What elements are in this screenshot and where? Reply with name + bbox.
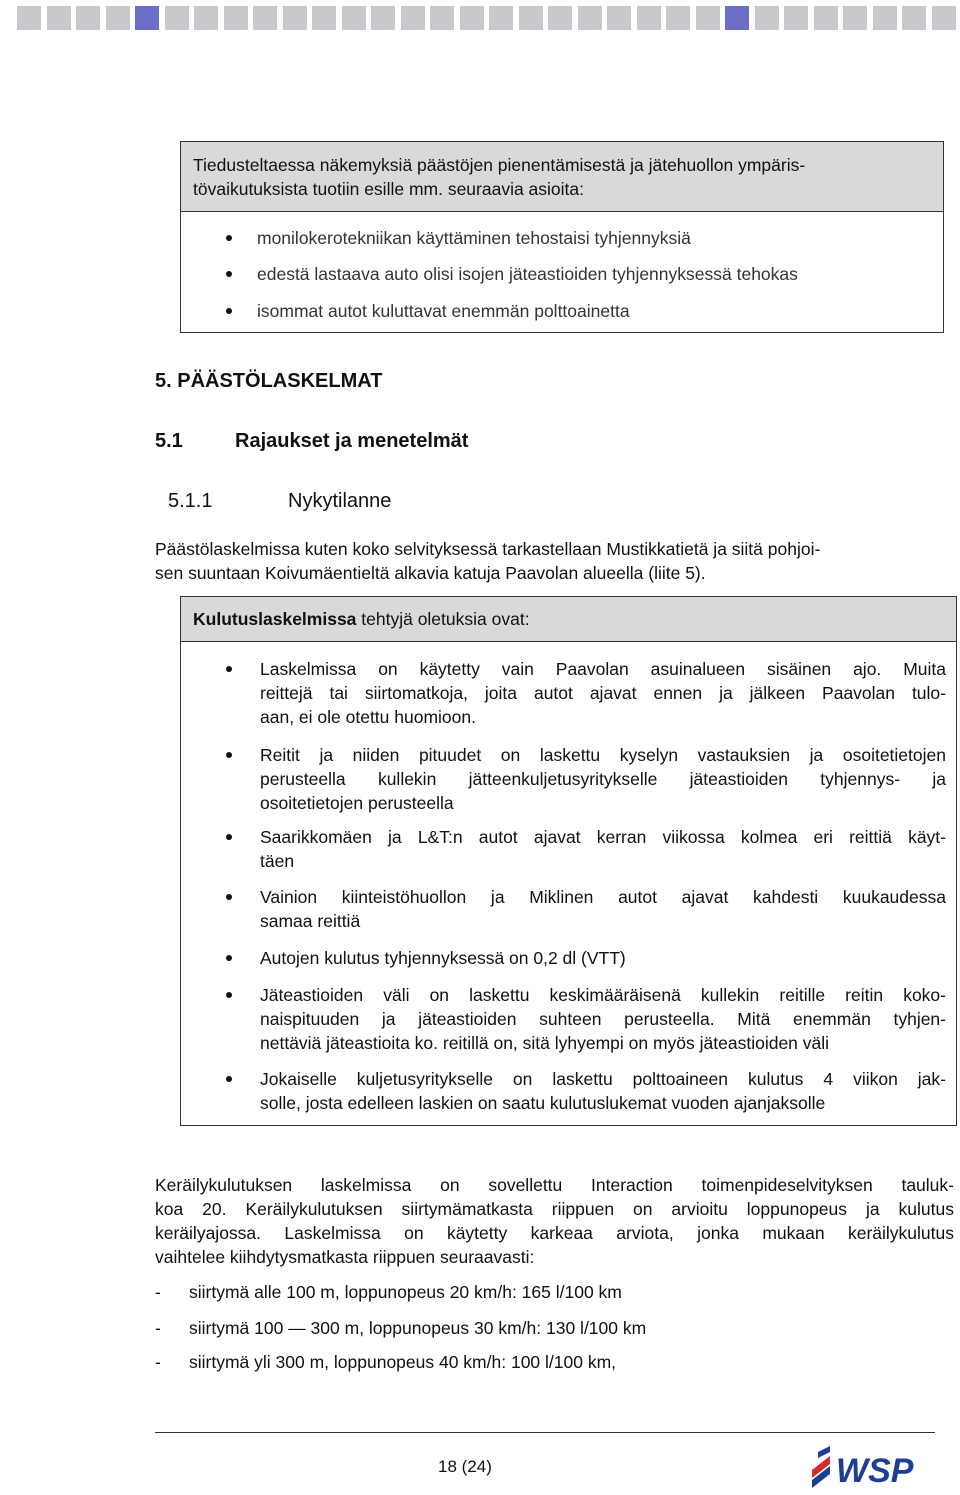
bullet-dot (226, 235, 232, 241)
bullet-line: Reitit ja niiden pituudet on laskettu kyselyn vastauksien ja osoitetietojen (260, 745, 946, 765)
bullet-dot (226, 992, 232, 998)
subsubsection-number: 5.1.1 (168, 490, 213, 512)
header-square (253, 6, 277, 30)
assumptions-header-rest: tehtyjä oletuksia ovat: (356, 609, 530, 629)
bullet-dot (226, 955, 232, 961)
subsubsection-title: Nykytilanne (288, 490, 392, 512)
header-square (519, 6, 543, 30)
header-square (607, 6, 631, 30)
info-box-header (181, 142, 943, 212)
paragraph-line: sen suuntaan Koivumäentieltä alkavia katuja Paavolan alueella (liite 5). (155, 563, 706, 583)
paragraph-line: keräilyajossa. Laskelmissa on käytetty karkeaa arviota, jonka mukaan keräilykulutus (155, 1223, 954, 1243)
bullet-item: edestä lastaava auto olisi isojen jäteastioiden tyhjennyksessä tehokas (257, 264, 798, 284)
header-square (371, 6, 395, 30)
bullet-dot (226, 271, 232, 277)
paragraph-line: vaihtelee kiihdytysmatkasta riippuen seuraavasti: (155, 1247, 535, 1267)
header-square (666, 6, 690, 30)
wsp-logo-mark (812, 1446, 942, 1490)
header-square (696, 6, 720, 30)
bullet-dot (226, 894, 232, 900)
header-square-strip (17, 6, 960, 30)
bullet-line: nettäviä jäteastioita ko. reitillä on, sitä lyhyempi on myös jäteastioiden väli (260, 1033, 830, 1053)
bullet-item: monilokerotekniikan käyttäminen tehostaisi tyhjennyksiä (257, 228, 691, 248)
header-square (637, 6, 661, 30)
bullet-line: naispituuden ja jäteastioiden suhteen perusteella. Mitä enemmän tyhjen- (260, 1009, 946, 1029)
dash-list-item: siirtymä 100 — 300 m, loppunopeus 30 km/h: 130 l/100 km (189, 1318, 647, 1338)
header-square (283, 6, 307, 30)
dash-marker: - (155, 1318, 161, 1338)
bullet-line: aan, ei ole otettu huomioon. (260, 707, 476, 727)
bullet-line: reittejä tai siirtomatkoja, joita autot ajavat ennen ja jälkeen Paavolan tulo- (260, 683, 946, 703)
bullet-dot (226, 666, 232, 672)
bullet-line: Jäteastioiden väli on laskettu keskimääräisenä kullekin reitille reitin koko- (260, 985, 946, 1005)
header-square (932, 6, 956, 30)
header-square (312, 6, 336, 30)
header-square (873, 6, 897, 30)
footer-rule (155, 1432, 935, 1433)
header-square (165, 6, 189, 30)
header-square (489, 6, 513, 30)
assumptions-header-bold: Kulutuslaskelmissa (193, 609, 357, 629)
header-square (725, 6, 749, 30)
header-square (843, 6, 867, 30)
section-heading: 5. PÄÄSTÖLASKELMAT (155, 370, 383, 392)
bullet-line: samaa reittiä (260, 911, 361, 931)
info-box-interviews (180, 141, 944, 333)
header-square (47, 6, 71, 30)
paragraph-line: Päästölaskelmissa kuten koko selvityksessä tarkastellaan Mustikkatietä ja siitä pohjoi- (155, 539, 821, 559)
bullet-line: osoitetietojen perusteella (260, 793, 454, 813)
header-square (135, 6, 159, 30)
header-square (548, 6, 572, 30)
bullet-dot (226, 752, 232, 758)
bullet-dot (226, 834, 232, 840)
bullet-dot (226, 308, 232, 314)
dash-marker: - (155, 1282, 161, 1302)
header-square (755, 6, 779, 30)
header-square (902, 6, 926, 30)
bullet-line: Laskelmissa on käytetty vain Paavolan asuinalueen sisäinen ajo. Muita (260, 659, 946, 679)
bullet-dot (226, 1076, 232, 1082)
bullet-line: Saarikkomäen ja L&T:n autot ajavat kerran viikossa kolmea eri reittiä käyt- (260, 827, 946, 847)
subsection-number: 5.1 (155, 430, 183, 452)
header-square (106, 6, 130, 30)
header-square (784, 6, 808, 30)
bullet-line: perusteella kullekin jätteenkuljetusyritykselle jäteastioiden tyhjennys- ja (260, 769, 946, 789)
dash-list-item: siirtymä yli 300 m, loppunopeus 40 km/h: 100 l/100 km, (189, 1352, 617, 1372)
info-box-assumptions (180, 596, 957, 1126)
bullet-item: isommat autot kuluttavat enemmän polttoainetta (257, 301, 630, 321)
header-square (401, 6, 425, 30)
bullet-line: Jokaiselle kuljetusyritykselle on laskettu polttoaineen kulutus 4 viikon jak- (260, 1069, 946, 1089)
dash-list-item: siirtymä alle 100 m, loppunopeus 20 km/h: 165 l/100 km (189, 1282, 622, 1302)
bullet-line: Autojen kulutus tyhjennyksessä on 0,2 dl (VTT) (260, 948, 626, 968)
bullet-line: Vainion kiinteistöhuollon ja Miklinen autot ajavat kahdesti kuukaudessa (260, 887, 946, 907)
bullet-line: solle, josta edelleen laskien on saatu kulutuslukemat vuoden ajanjaksolle (260, 1093, 826, 1113)
page-number: 18 (24) (438, 1457, 492, 1476)
intro-line-1: Tiedusteltaessa näkemyksiä päästöjen pienentämisestä ja jätehuollon ympäris- (193, 155, 806, 175)
intro-line-2: tövaikutuksista tuotiin esille mm. seuraavia asioita: (193, 179, 585, 199)
header-square (342, 6, 366, 30)
bullet-line: täen (260, 851, 295, 871)
wsp-logo (812, 1446, 942, 1490)
header-square (430, 6, 454, 30)
subsection-title: Rajaukset ja menetelmät (235, 430, 469, 452)
paragraph-line: koa 20. Keräilykulutuksen siirtymämatkasta riippuen on arvioitu loppunopeus ja kulutus (155, 1199, 954, 1219)
paragraph-line: Keräilykulutuksen laskelmissa on sovellettu Interaction toimenpideselvityksen tauluk- (155, 1175, 954, 1195)
header-square (578, 6, 602, 30)
dash-marker: - (155, 1352, 161, 1372)
header-square (224, 6, 248, 30)
header-square (76, 6, 100, 30)
assumptions-header (181, 597, 956, 642)
header-square (194, 6, 218, 30)
header-square (460, 6, 484, 30)
svg-text:WSP: WSP (836, 1452, 914, 1490)
header-square (814, 6, 838, 30)
header-square (17, 6, 41, 30)
